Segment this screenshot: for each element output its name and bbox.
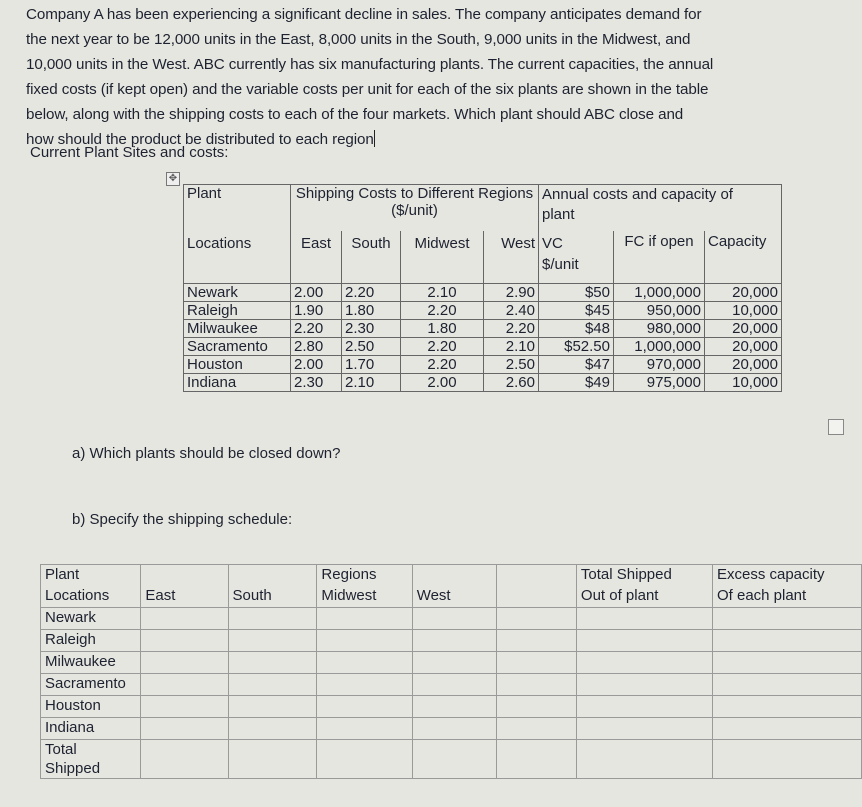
cost-east: 2.30 bbox=[291, 374, 342, 392]
vc-value: $49 bbox=[539, 374, 614, 392]
input-cell[interactable] bbox=[712, 740, 861, 779]
cost-east: 2.00 bbox=[291, 356, 342, 374]
fc-header: FC if open bbox=[614, 231, 705, 284]
input-cell[interactable] bbox=[141, 718, 228, 740]
input-cell[interactable] bbox=[412, 718, 497, 740]
col-east: East bbox=[141, 586, 228, 608]
cost-south: 2.50 bbox=[342, 338, 401, 356]
cost-midwest: 2.20 bbox=[401, 338, 484, 356]
input-cell[interactable] bbox=[576, 630, 712, 652]
input-cell[interactable] bbox=[317, 630, 412, 652]
cost-midwest: 2.20 bbox=[401, 302, 484, 320]
capacity-value: 10,000 bbox=[705, 302, 782, 320]
locations-header: Locations bbox=[184, 231, 291, 284]
table-row bbox=[184, 338, 782, 356]
schedule-plant: Houston bbox=[41, 696, 141, 718]
total-label-2: Shipped bbox=[45, 760, 101, 777]
vc-unit: $/unit bbox=[542, 256, 579, 273]
input-cell[interactable] bbox=[576, 718, 712, 740]
schedule-plant: Raleigh bbox=[41, 630, 141, 652]
input-cell[interactable] bbox=[412, 652, 497, 674]
table-row bbox=[184, 284, 782, 302]
cost-east: 2.00 bbox=[291, 284, 342, 302]
input-cell[interactable] bbox=[712, 608, 861, 630]
input-cell[interactable] bbox=[141, 696, 228, 718]
cost-midwest: 1.80 bbox=[401, 320, 484, 338]
table-row bbox=[41, 696, 862, 718]
capacity-value: 10,000 bbox=[705, 374, 782, 392]
cost-south: 2.30 bbox=[342, 320, 401, 338]
fc-value: 1,000,000 bbox=[614, 284, 705, 302]
input-cell[interactable] bbox=[497, 696, 577, 718]
cost-south: 1.80 bbox=[342, 302, 401, 320]
annual-header-2: plant bbox=[542, 206, 575, 223]
cost-west: 2.50 bbox=[484, 356, 539, 374]
input-cell[interactable] bbox=[712, 696, 861, 718]
table-row bbox=[184, 302, 782, 320]
input-cell[interactable] bbox=[412, 740, 497, 779]
input-cell[interactable] bbox=[141, 674, 228, 696]
schedule-plant: Indiana bbox=[41, 718, 141, 740]
table-row bbox=[41, 630, 862, 652]
input-cell[interactable] bbox=[576, 674, 712, 696]
input-cell[interactable] bbox=[317, 696, 412, 718]
cost-east: 1.90 bbox=[291, 302, 342, 320]
input-cell[interactable] bbox=[497, 652, 577, 674]
table-row bbox=[41, 608, 862, 630]
fc-value: 970,000 bbox=[614, 356, 705, 374]
input-cell[interactable] bbox=[141, 740, 228, 779]
col-west: West bbox=[412, 586, 497, 608]
input-cell[interactable] bbox=[712, 718, 861, 740]
table-row bbox=[184, 320, 782, 338]
cost-west: 2.20 bbox=[484, 320, 539, 338]
input-cell[interactable] bbox=[712, 674, 861, 696]
input-cell[interactable] bbox=[412, 674, 497, 696]
input-cell[interactable] bbox=[141, 652, 228, 674]
table-row bbox=[184, 356, 782, 374]
input-cell[interactable] bbox=[497, 674, 577, 696]
cost-west: 2.10 bbox=[484, 338, 539, 356]
table-row bbox=[41, 674, 862, 696]
problem-line: 10,000 units in the West. ABC currently has six manufacturing plants. The current capacities, the annual bbox=[26, 56, 714, 73]
input-cell[interactable] bbox=[576, 696, 712, 718]
excess-capacity-header-2: Of each plant bbox=[712, 586, 861, 608]
vc-value: $47 bbox=[539, 356, 614, 374]
shipping-schedule-table bbox=[40, 564, 862, 779]
fc-value: 975,000 bbox=[614, 374, 705, 392]
subheading: Current Plant Sites and costs: bbox=[30, 144, 229, 161]
question-b: b) Specify the shipping schedule: bbox=[72, 511, 293, 528]
problem-line: fixed costs (if kept open) and the variable costs per unit for each of the six plants are shown in the table bbox=[26, 81, 709, 98]
input-cell[interactable] bbox=[317, 674, 412, 696]
capacity-value: 20,000 bbox=[705, 284, 782, 302]
cost-south: 2.10 bbox=[342, 374, 401, 392]
plant-header: Plant bbox=[184, 185, 291, 232]
schedule-plant: Sacramento bbox=[41, 674, 141, 696]
capacity-header: Capacity bbox=[705, 231, 782, 284]
excess-capacity-header: Excess capacity bbox=[712, 565, 861, 587]
capacity-value: 20,000 bbox=[705, 338, 782, 356]
plant-name: Houston bbox=[184, 356, 291, 374]
table-row bbox=[41, 652, 862, 674]
input-cell[interactable] bbox=[317, 718, 412, 740]
cost-west: 2.90 bbox=[484, 284, 539, 302]
input-cell[interactable] bbox=[412, 696, 497, 718]
vc-value: $45 bbox=[539, 302, 614, 320]
input-cell[interactable] bbox=[576, 740, 712, 779]
schedule-plant: Milwaukee bbox=[41, 652, 141, 674]
cost-west: 2.60 bbox=[484, 374, 539, 392]
shipping-header: Shipping Costs to Different Regions bbox=[295, 185, 534, 202]
cost-east: 2.20 bbox=[291, 320, 342, 338]
total-shipped-header: Total Shipped bbox=[576, 565, 712, 587]
schedule-regions-label: Regions bbox=[317, 565, 412, 587]
capacity-value: 20,000 bbox=[705, 320, 782, 338]
total-label: Total bbox=[45, 741, 77, 758]
input-cell[interactable] bbox=[497, 630, 577, 652]
input-cell[interactable] bbox=[412, 630, 497, 652]
problem-line: the next year to be 12,000 units in the East, 8,000 units in the South, 9,000 units in the Midwest, and bbox=[26, 31, 691, 48]
input-cell[interactable] bbox=[412, 608, 497, 630]
cost-midwest: 2.00 bbox=[401, 374, 484, 392]
cost-south: 1.70 bbox=[342, 356, 401, 374]
table-row bbox=[41, 718, 862, 740]
input-cell[interactable] bbox=[228, 696, 317, 718]
region-midwest: Midwest bbox=[401, 231, 484, 284]
region-south: South bbox=[342, 231, 401, 284]
table-row bbox=[41, 740, 862, 779]
plant-name: Newark bbox=[184, 284, 291, 302]
schedule-plant-label: Plant bbox=[41, 565, 141, 587]
plant-name: Sacramento bbox=[184, 338, 291, 356]
plant-costs-table bbox=[183, 184, 782, 392]
vc-value: $52.50 bbox=[539, 338, 614, 356]
region-east: East bbox=[291, 231, 342, 284]
checkbox[interactable] bbox=[828, 419, 844, 435]
problem-line: below, along with the shipping costs to each of the four markets. Which plant should ABC close and bbox=[26, 106, 684, 123]
table-row bbox=[184, 374, 782, 392]
col-south: South bbox=[228, 586, 317, 608]
input-cell[interactable] bbox=[712, 652, 861, 674]
region-west: West bbox=[484, 231, 539, 284]
shipping-unit: ($/unit) bbox=[391, 202, 438, 219]
plant-name: Indiana bbox=[184, 374, 291, 392]
input-cell[interactable] bbox=[228, 740, 317, 779]
table-move-handle-icon[interactable]: ✥ bbox=[166, 172, 180, 186]
text-cursor bbox=[374, 130, 375, 147]
vc-value: $50 bbox=[539, 284, 614, 302]
input-cell[interactable] bbox=[228, 718, 317, 740]
fc-value: 950,000 bbox=[614, 302, 705, 320]
input-cell[interactable] bbox=[228, 652, 317, 674]
plant-name: Raleigh bbox=[184, 302, 291, 320]
input-cell[interactable] bbox=[576, 608, 712, 630]
problem-statement bbox=[26, 2, 841, 152]
capacity-value: 20,000 bbox=[705, 356, 782, 374]
question-a: a) Which plants should be closed down? bbox=[72, 445, 341, 462]
schedule-locations-label: Locations bbox=[41, 586, 141, 608]
input-cell[interactable] bbox=[576, 652, 712, 674]
input-cell[interactable] bbox=[141, 630, 228, 652]
total-shipped-header-2: Out of plant bbox=[576, 586, 712, 608]
input-cell[interactable] bbox=[317, 608, 412, 630]
input-cell[interactable] bbox=[228, 674, 317, 696]
input-cell[interactable] bbox=[317, 740, 412, 779]
fc-value: 980,000 bbox=[614, 320, 705, 338]
input-cell[interactable] bbox=[317, 652, 412, 674]
input-cell[interactable] bbox=[712, 630, 861, 652]
cost-west: 2.40 bbox=[484, 302, 539, 320]
input-cell[interactable] bbox=[497, 740, 577, 779]
cost-midwest: 2.10 bbox=[401, 284, 484, 302]
input-cell[interactable] bbox=[228, 608, 317, 630]
input-cell[interactable] bbox=[228, 630, 317, 652]
col-midwest: Midwest bbox=[317, 586, 412, 608]
cost-east: 2.80 bbox=[291, 338, 342, 356]
fc-value: 1,000,000 bbox=[614, 338, 705, 356]
cost-midwest: 2.20 bbox=[401, 356, 484, 374]
input-cell[interactable] bbox=[497, 718, 577, 740]
problem-line: Company A has been experiencing a significant decline in sales. The company anticipates demand for bbox=[26, 6, 702, 23]
schedule-plant: Newark bbox=[41, 608, 141, 630]
cost-south: 2.20 bbox=[342, 284, 401, 302]
plant-name: Milwaukee bbox=[184, 320, 291, 338]
annual-header: Annual costs and capacity of bbox=[542, 186, 733, 203]
vc-value: $48 bbox=[539, 320, 614, 338]
problem-line: how should the product be distributed to each region bbox=[26, 131, 374, 148]
input-cell[interactable] bbox=[497, 608, 577, 630]
input-cell[interactable] bbox=[141, 608, 228, 630]
vc-header: VC bbox=[542, 235, 563, 252]
